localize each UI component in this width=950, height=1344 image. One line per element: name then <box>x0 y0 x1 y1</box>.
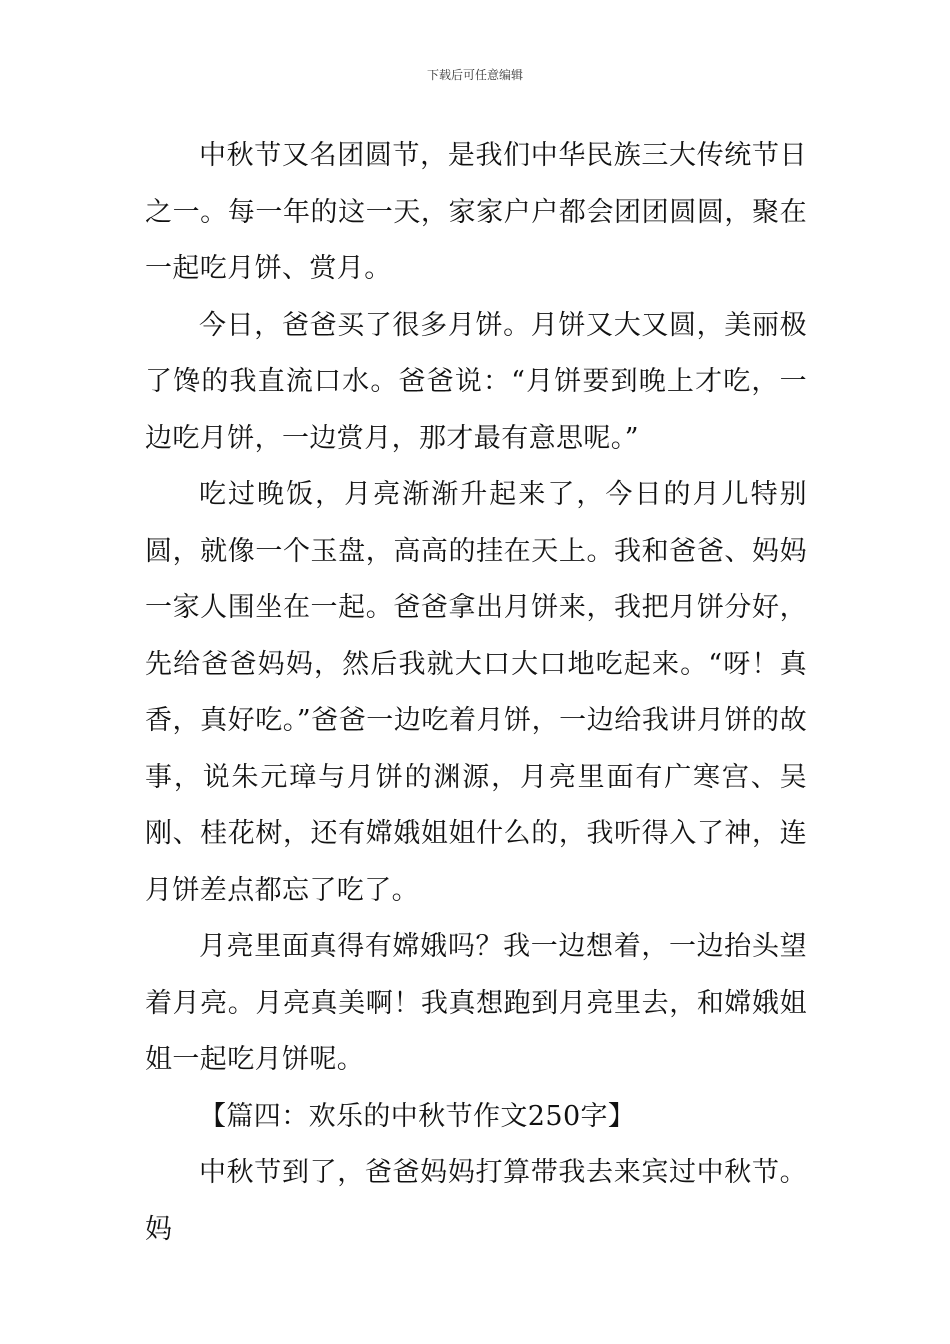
section-heading: 【篇四：欢乐的中秋节作文250字】 <box>199 1100 636 1132</box>
paragraph-evening: 吃过晚饭，月亮渐渐升起来了，今日的月儿特别圆，就像一个玉盘，高高的挂在天上。我和爸爸、妈妈一家人围坐在一起。爸爸拿出月饼来，我把月饼分好，先给爸爸妈妈，然后我就大口大口地吃起来。“呀！真香，真好吃。”爸爸一边吃着月饼，一边给我讲月饼的故事，说朱元璋与月饼的渊源，月亮里面有广寒宫、吴刚、桂花树，还有嫦娥姐姐什么的，我听得入了神，连月饼差点都忘了吃了。 <box>145 479 807 906</box>
paragraph-mooncakes: 今日，爸爸买了很多月饼。月饼又大又圆，美丽极了馋的我直流口水。爸爸说：“月饼要到晚上才吃，一边吃月饼，一边赏月，那才最有意思呢。” <box>145 309 807 454</box>
paragraph-moon-wish: 月亮里面真得有嫦娥吗？我一边想着，一边抬头望着月亮。月亮真美啊！我真想跑到月亮里去，和嫦娥姐姐一起吃月饼呢。 <box>145 931 807 1075</box>
paragraph-intro: 中秋节又名团圆节，是我们中华民族三大传统节日之一。每一年的这一天，家家户户都会团团圆圆，聚在一起吃月饼、赏月。 <box>145 140 807 284</box>
document-body <box>145 128 807 1258</box>
page-header: 下载后可任意编辑 <box>426 68 523 82</box>
paragraph-section-start: 中秋节到了，爸爸妈妈打算带我去来宾过中秋节。妈 <box>145 1157 807 1245</box>
